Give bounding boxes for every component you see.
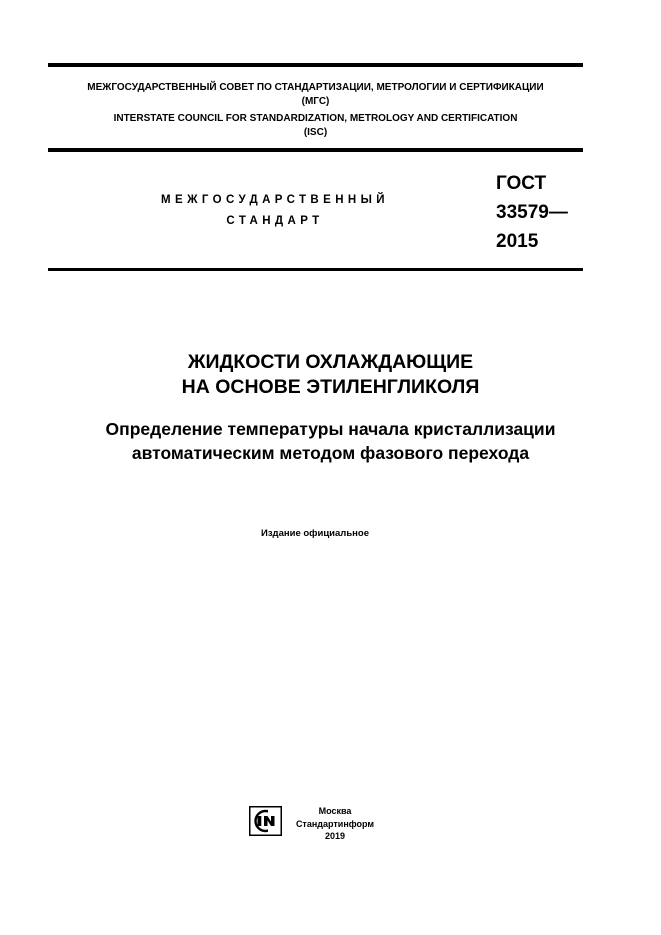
document-subtitle-line2: автоматическим методом фазового перехода <box>131 443 530 463</box>
publisher-year: 2019 <box>324 831 346 841</box>
gost-number: 33579— <box>496 202 568 223</box>
publisher-name: Стандартинформ <box>295 818 375 829</box>
middle-rule <box>48 148 583 152</box>
council-name-ru <box>48 81 583 109</box>
gost-designation <box>496 169 568 256</box>
standard-type <box>125 190 425 232</box>
bottom-rule <box>48 268 583 271</box>
gost-year: 2015 <box>496 231 539 252</box>
standard-type-line1: МЕЖГОСУДАРСТВЕННЫЙ <box>161 194 389 206</box>
council-name-en <box>48 112 583 140</box>
document-title-line2: НА ОСНОВЕ ЭТИЛЕНГЛИКОЛЯ <box>181 376 480 398</box>
document-title <box>0 350 661 400</box>
council-abbr-ru: (МГС) <box>301 96 330 107</box>
edition-label: Издание официальное <box>261 528 369 539</box>
standard-type-line2: СТАНДАРТ <box>226 215 324 227</box>
document-subtitle <box>0 417 661 465</box>
council-abbr-en: (ISC) <box>303 127 328 138</box>
publisher-block <box>290 805 380 843</box>
standartinform-logo-icon <box>249 806 282 836</box>
publisher-city: Москва <box>318 806 352 816</box>
document-subtitle-line1: Определение температуры начала кристаллизации <box>105 419 556 439</box>
gost-prefix: ГОСТ <box>496 173 547 194</box>
council-name-ru-line1: МЕЖГОСУДАРСТВЕННЫЙ СОВЕТ ПО СТАНДАРТИЗАЦИИ, МЕТРОЛОГИИ И СЕРТИФИКАЦИИ <box>87 82 544 93</box>
document-title-line1: ЖИДКОСТИ ОХЛАЖДАЮЩИЕ <box>187 351 474 373</box>
council-name-en-line1: INTERSTATE COUNCIL FOR STANDARDIZATION, METROLOGY AND CERTIFICATION <box>113 113 518 124</box>
top-rule <box>48 63 583 67</box>
